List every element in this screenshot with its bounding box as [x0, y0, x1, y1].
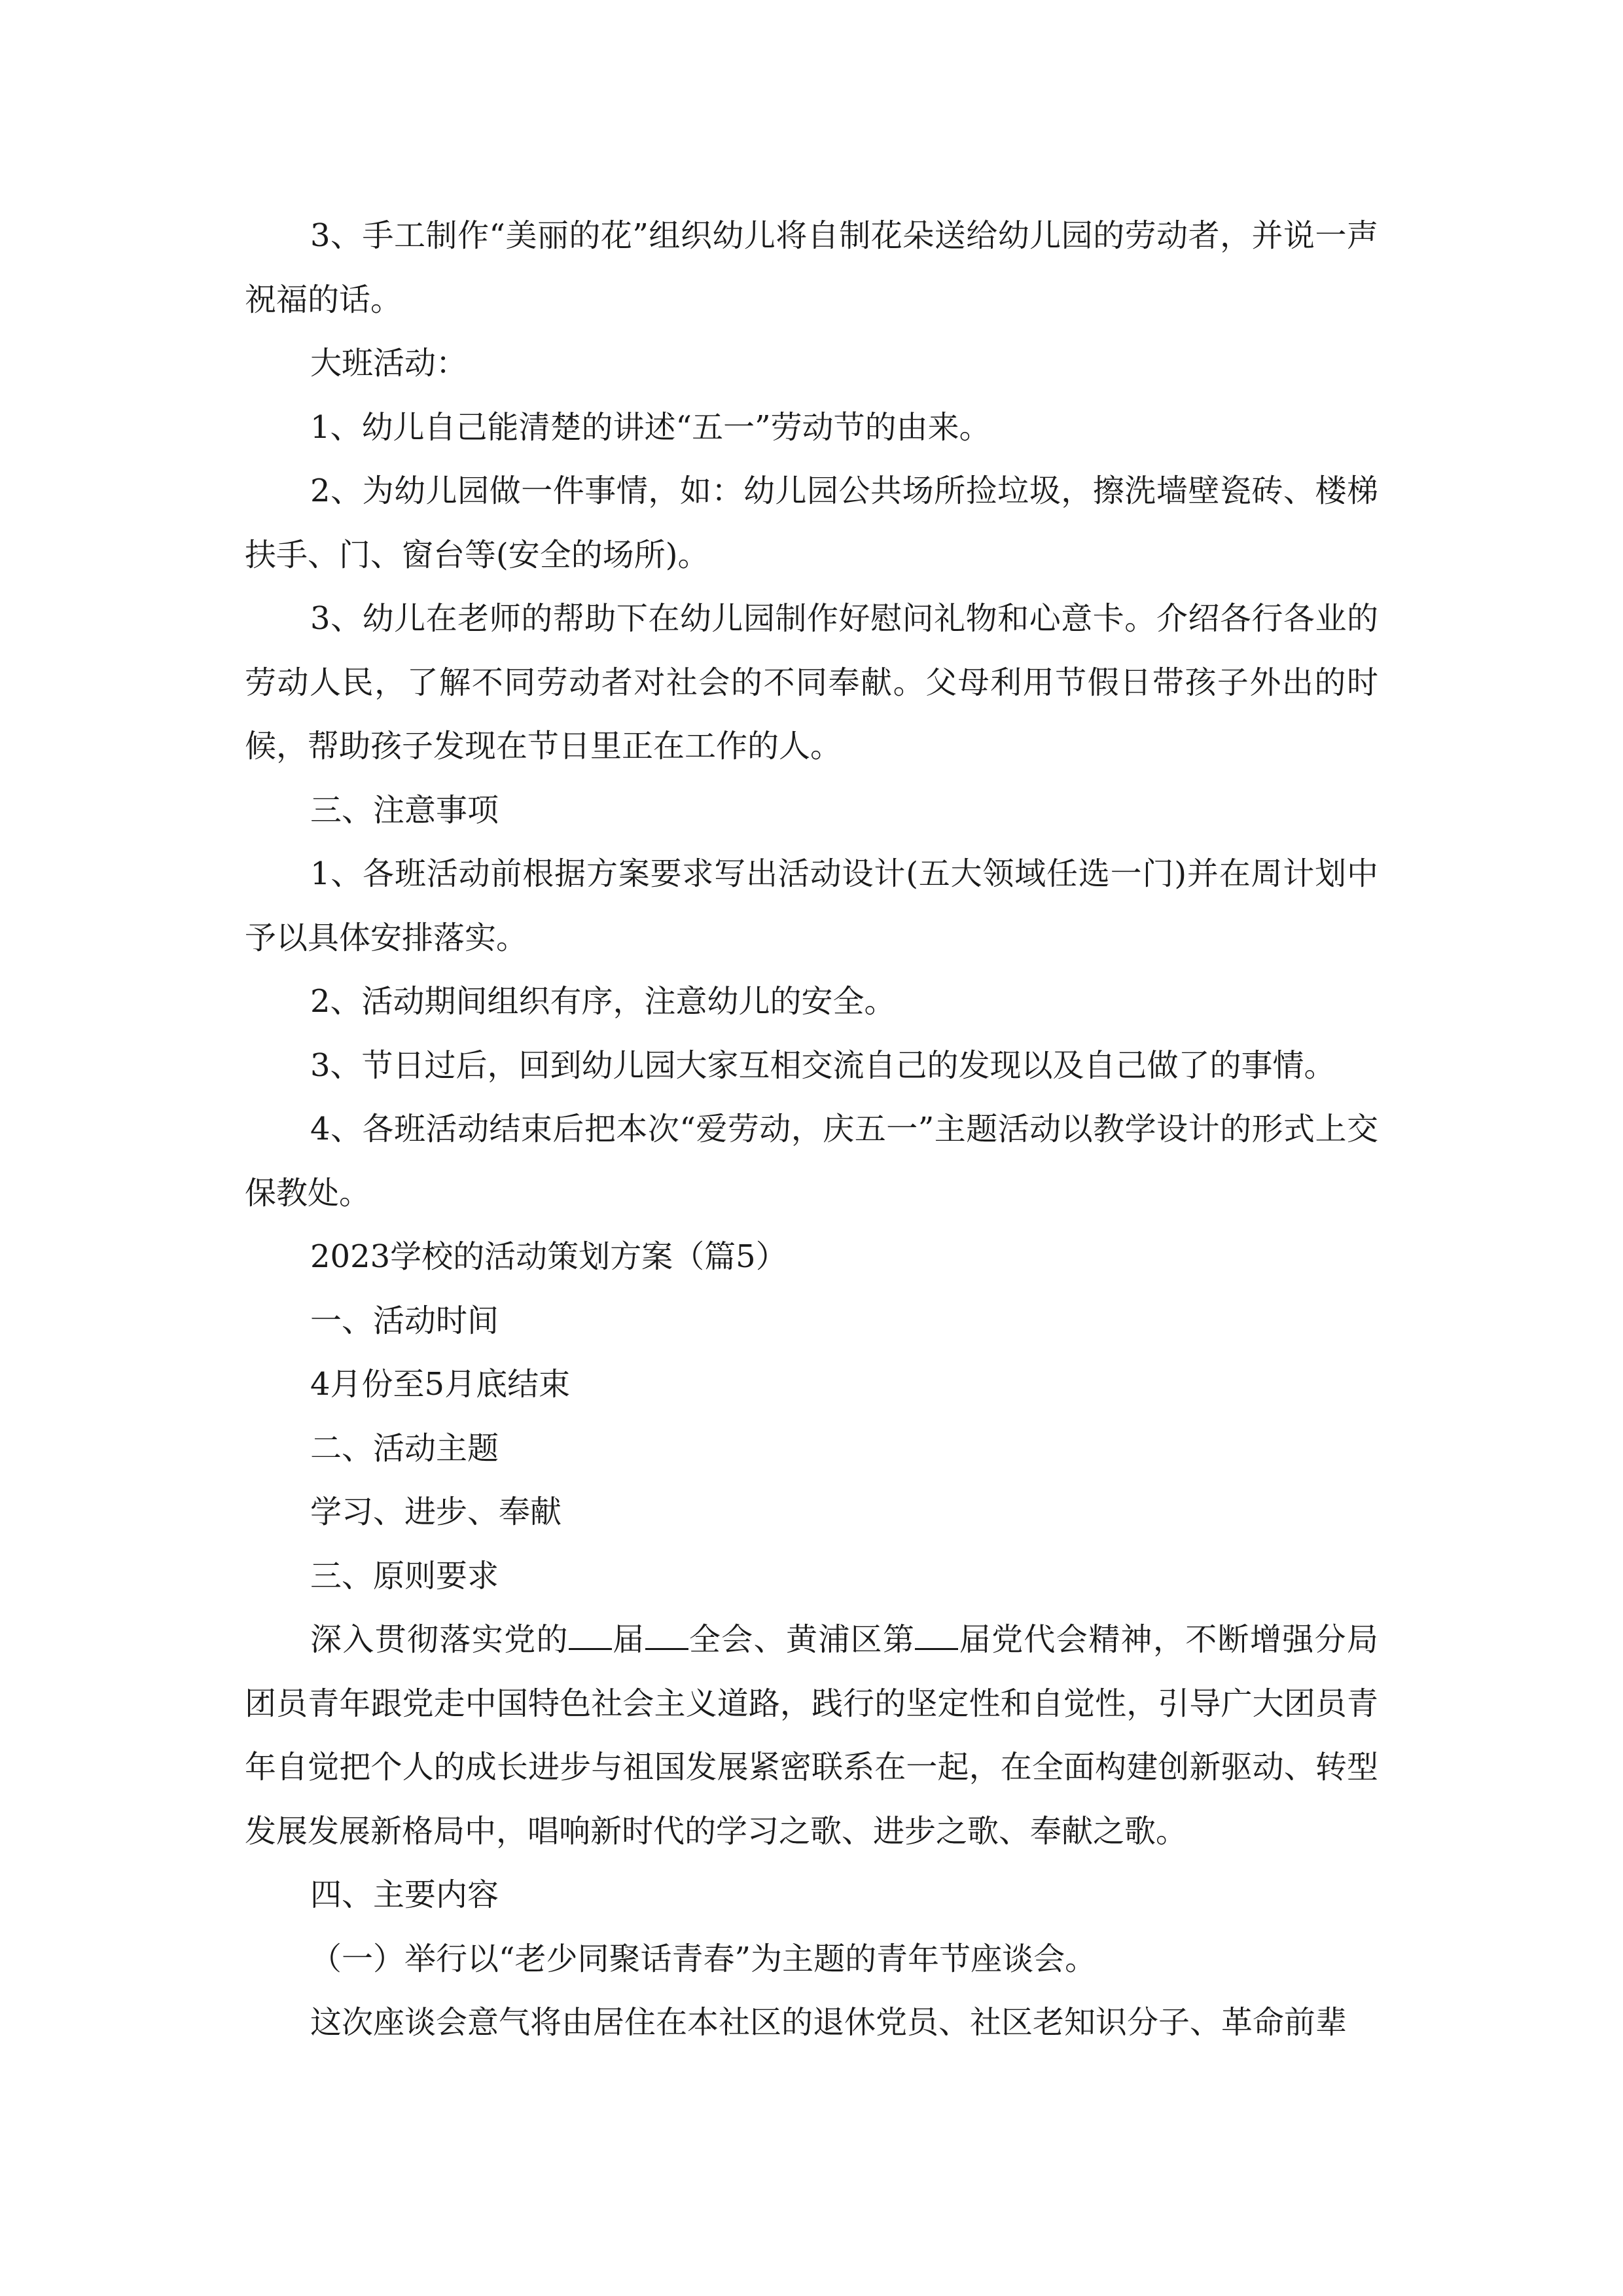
heading-activity-theme: 二、活动主题: [310, 1429, 499, 1467]
principle-text-2: 届: [611, 1621, 645, 1658]
blank-line: [645, 1622, 688, 1650]
paragraph-activity-time: 4月份至5月底结束: [310, 1366, 571, 1403]
paragraph-senior-3: 3、幼儿在老师的帮助下在幼儿园制作好慰问礼物和心意卡。介绍各行各业的劳动人民，了解不同劳动者对社会的不同奉献。父母利用节假日带孩子外出的时候，帮助孩子发现在节日里正在工作的人。: [245, 600, 1378, 764]
heading-main-content: 四、主要内容: [310, 1876, 499, 1913]
blank-line: [569, 1622, 612, 1650]
principle-text-4: 届党代会精神，不断增强分局团员青年跟党走中国特色社会主义道路，践行的坚定性和自觉性，引导广大团员青年自觉把个人的成长进步与祖国发展紧密联系在一起，在全面构建创新驱动、转型发展发展新格局中，唱响新时代的学习之歌、进步之歌、奉献之歌。: [245, 1621, 1378, 1850]
paragraph-activity-theme: 学习、进步、奉献: [310, 1494, 562, 1530]
heading-principles: 三、原则要求: [310, 1557, 499, 1594]
principle-text-3: 全会、黄浦区第: [688, 1621, 916, 1658]
paragraph-notes-2: 2、活动期间组织有序，注意幼儿的安全。: [310, 983, 896, 1020]
paragraph-notes-3: 3、节日过后，回到幼儿园大家互相交流自己的发现以及自己做了的事情。: [310, 1047, 1336, 1084]
paragraph-notes-4: 4、各班活动结束后把本次“爱劳动，庆五一”主题活动以教学设计的形式上交保教处。: [245, 1111, 1378, 1211]
paragraph-principles: [245, 1608, 1378, 1863]
paragraph-senior-1: 1、幼儿自己能清楚的讲述“五一”劳动节的由来。: [310, 408, 991, 446]
document-body: [245, 204, 1378, 2055]
heading-activity-time: 一、活动时间: [310, 1302, 499, 1339]
principle-text-1: 深入贯彻落实党的: [310, 1621, 569, 1658]
paragraph-handcraft: 3、手工制作“美丽的花”组织幼儿将自制花朵送给幼儿园的劳动者，并说一声祝福的话。: [245, 217, 1378, 318]
paragraph-senior-2: 2、为幼儿园做一件事情，如：幼儿园公共场所捡垃圾，擦洗墙壁瓷砖、楼梯扶手、门、窗台等(安全的场所)。: [245, 473, 1378, 573]
paragraph-notes-1: 1、各班活动前根据方案要求写出活动设计(五大领域任选一门)并在周计划中予以具体安排落实。: [245, 855, 1378, 956]
blank-line: [915, 1622, 958, 1650]
paragraph-forum: （一）举行以“老少同聚话青春”为主题的青年节座谈会。: [310, 1940, 1097, 1977]
paragraph-forum-detail: 这次座谈会意气将由居住在本社区的退休党员、社区老知识分子、革命前辈: [310, 2004, 1347, 2041]
heading-senior-class: 大班活动：: [310, 345, 468, 382]
heading-notes: 三、注意事项: [310, 791, 499, 829]
section-title: 2023学校的活动策划方案（篇5）: [310, 1238, 787, 1275]
